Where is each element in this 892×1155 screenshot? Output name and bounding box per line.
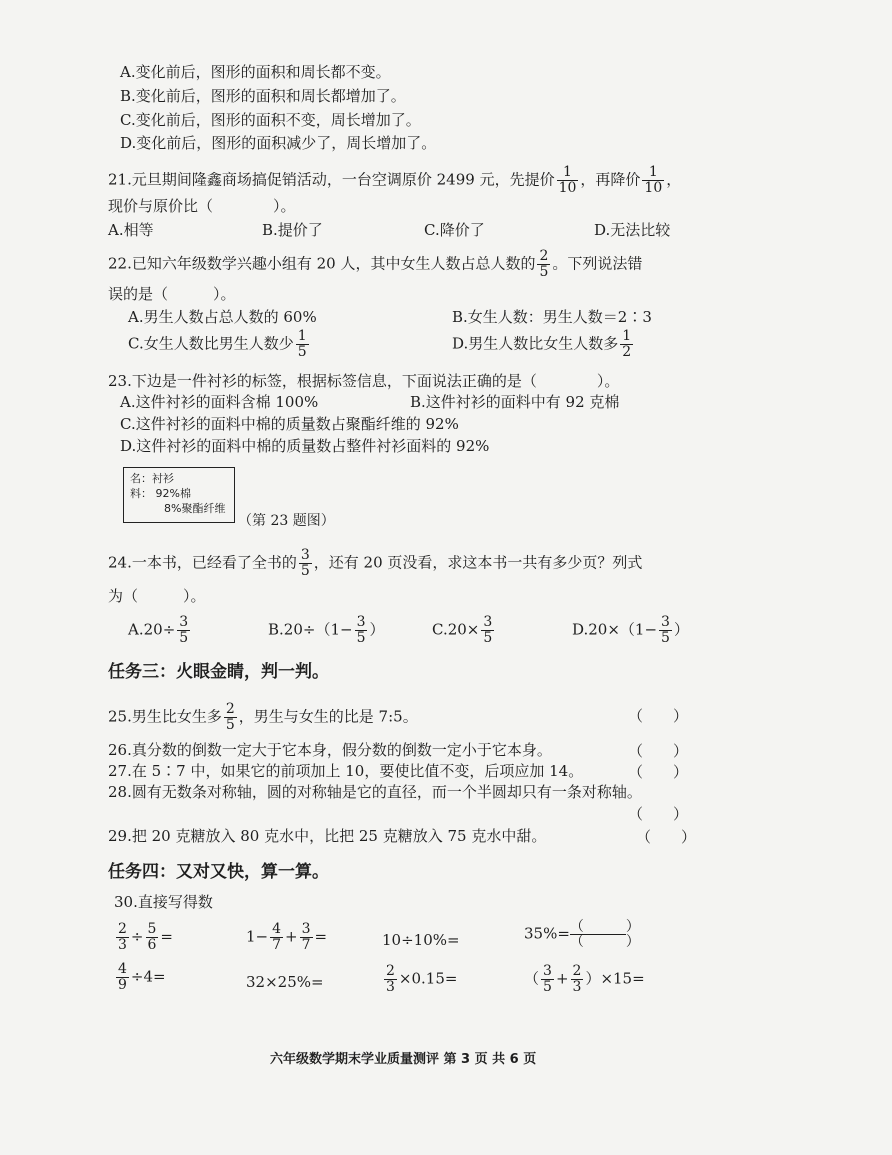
q25: 25.男生比女生多 $\frac{2}{5}$ ，男生与女生的比是 7:5。 bbox=[108, 701, 418, 733]
q24-option-d: D.20×（1− $\frac{3}{5}$ ） bbox=[572, 614, 689, 646]
q23-stem: 23.下边是一件衬衫的标签，根据标签信息，下面说法正确的是（ ）。 bbox=[108, 372, 620, 390]
q22-option-a: A.男生人数占总人数的 60% bbox=[128, 308, 317, 326]
q21-stem-line2: 现价与原价比（ ）。 bbox=[108, 197, 296, 215]
calc-4: 35%= （ ） （ ） bbox=[524, 919, 640, 950]
q22-stem: 22.已知六年级数学兴趣小组有 20 人，其中女生人数占总人数的 $\frac{2}{5}$ 。下列说法错 bbox=[108, 248, 643, 280]
q21-option-d: D.无法比较 bbox=[594, 221, 671, 239]
q22-stem-line2: 误的是（ ）。 bbox=[108, 285, 236, 303]
page-footer: 六年级数学期末学业质量测评 第 3 页 共 6 页 bbox=[270, 1052, 537, 1067]
q30-title: 30.直接写得数 bbox=[114, 893, 213, 911]
calc-1: $\frac{2}{3}$ ÷ $\frac{5}{6}$ = bbox=[118, 921, 173, 953]
label-material: 料： 92%棉 bbox=[130, 487, 191, 500]
q23-option-d: D.这件衬衫的面料中棉的质量数占整件衬衫面料的 92% bbox=[120, 437, 490, 455]
q21-option-b: B.提价了 bbox=[262, 221, 323, 239]
q21-option-c: C.降价了 bbox=[424, 221, 485, 239]
q21-fraction-2: $\frac{1}{10}$ bbox=[644, 164, 663, 196]
q29: 29.把 20 克糖放入 80 克水中，比把 25 克糖放入 75 克水中甜。 bbox=[108, 827, 547, 845]
q26: 26.真分数的倒数一定大于它本身，假分数的倒数一定小于它本身。 bbox=[108, 741, 552, 759]
q23-option-b: B.这件衬衫的面料中有 92 克棉 bbox=[410, 393, 620, 411]
q29-answer-paren[interactable]: （ ） bbox=[636, 828, 697, 846]
q28-answer-paren[interactable]: （ ） bbox=[628, 805, 689, 823]
calc-5: $\frac{4}{9}$ ÷4= bbox=[118, 961, 166, 993]
task4-heading: 任务四：又对又快，算一算。 bbox=[108, 862, 329, 882]
q26-answer-paren[interactable]: （ ） bbox=[628, 742, 689, 760]
q20-option-d: D.变化前后，图形的面积减少了，周长增加了。 bbox=[120, 134, 437, 152]
q24-option-b: B.20÷（1− $\frac{3}{5}$ ） bbox=[268, 614, 385, 646]
calc-2: 1− $\frac{4}{7}$ + $\frac{3}{7}$ = bbox=[246, 921, 328, 953]
q25-answer-paren[interactable]: （ ） bbox=[628, 707, 689, 725]
task3-heading: 任务三：火眼金睛，判一判。 bbox=[108, 662, 329, 682]
q22-option-d: D.男生人数比女生人数多 $\frac{1}{2}$ bbox=[452, 328, 632, 360]
q22-fraction: $\frac{2}{5}$ bbox=[539, 248, 549, 280]
q21-fraction-1: $\frac{1}{10}$ bbox=[558, 164, 577, 196]
shirt-label bbox=[123, 467, 235, 523]
q22-option-c: C.女生人数比男生人数少 $\frac{1}{5}$ bbox=[128, 328, 307, 360]
q20-option-a: A.变化前后，图形的面积和周长都不变。 bbox=[120, 63, 391, 81]
calc-8: （ $\frac{3}{5}$ + $\frac{2}{3}$ ）×15= bbox=[524, 963, 645, 995]
q28: 28.圆有无数条对称轴，圆的对称轴是它的直径，而一个半圆却只有一条对称轴。 bbox=[108, 783, 642, 801]
q21-option-a: A.相等 bbox=[108, 221, 154, 239]
q24-stem: 24.一本书，已经看了全书的 $\frac{3}{5}$ ，还有 20 页没看，求这本书一共有多少页？列式 bbox=[108, 547, 643, 579]
q24-option-a: A.20÷ $\frac{3}{5}$ bbox=[128, 614, 189, 646]
q23-option-a: A.这件衬衫的面料含棉 100% bbox=[120, 393, 319, 411]
q24-option-c: C.20× $\frac{3}{5}$ bbox=[432, 614, 493, 646]
q27-answer-paren[interactable]: （ ） bbox=[628, 763, 689, 781]
q21-stem: 21.元旦期间隆鑫商场搞促销活动，一台空调原价 2499 元，先提价 $\frac{1}{10}$ ，再降价 $\frac{1}{10}$ ， bbox=[108, 164, 682, 196]
calc-6: 32×25%= bbox=[246, 973, 324, 991]
q27: 27.在 5∶7 中，如果它的前项加上 10，要使比值不变，后项应加 14。 bbox=[108, 762, 584, 780]
q20-option-c: C.变化前后，图形的面积不变，周长增加了。 bbox=[120, 111, 421, 129]
q24-stem-line2: 为（ ）。 bbox=[108, 587, 206, 605]
calc-3: 10÷10%= bbox=[382, 931, 460, 949]
q20-option-b: B.变化前后，图形的面积和周长都增加了。 bbox=[120, 87, 406, 105]
q23-option-c: C.这件衬衫的面料中棉的质量数占聚酯纤维的 92% bbox=[120, 415, 459, 433]
figure-caption: （第 23 题图） bbox=[238, 513, 335, 529]
calc-7: $\frac{2}{3}$ ×0.15= bbox=[386, 963, 458, 995]
label-material-2: 8%聚酯纤维 bbox=[164, 502, 226, 515]
q22-option-b: B.女生人数：男生人数＝2∶3 bbox=[452, 308, 652, 326]
label-name: 名：衬衫 bbox=[130, 472, 174, 485]
